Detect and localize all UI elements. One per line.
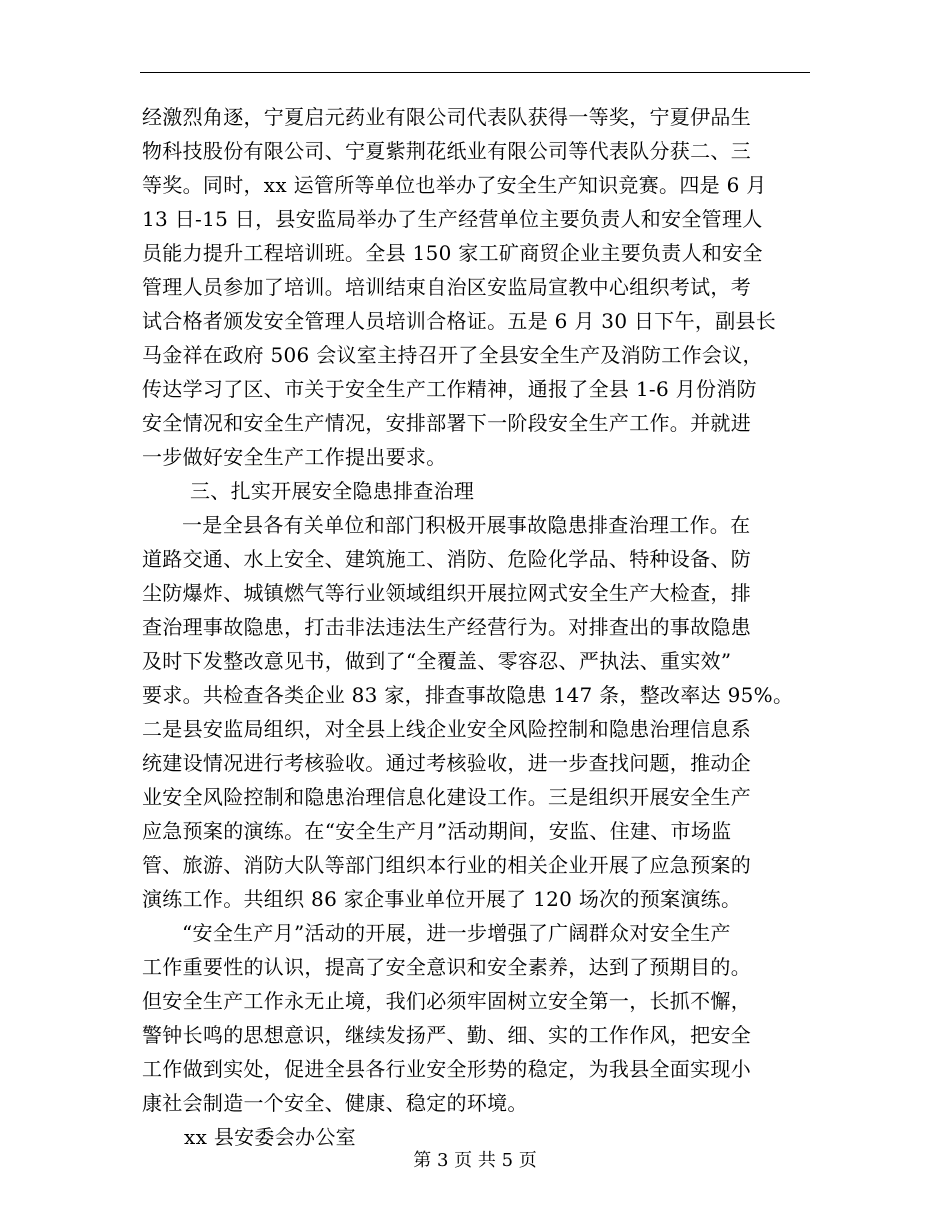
text-line: 二是县安监局组织，对全县上线企业安全风险控制和隐患治理信息系: [142, 717, 751, 741]
text-line: 马金祥在政府 506 会议室主持召开了全县安全生产及消防工作会议，: [142, 343, 763, 367]
text-line: 13 日-15 日，县安监局举办了生产经营单位主要负责人和安全管理人: [142, 207, 763, 231]
text-line: 道路交通、水上安全、建筑施工、消防、危险化学品、特种设备、防: [142, 547, 751, 571]
text-line: 演练工作。共组织 86 家企事业单位开展了 120 场次的预案演练。: [142, 887, 742, 911]
text-line: 统建设情况进行考核验收。通过考核验收，进一步查找问题，推动企: [142, 751, 751, 775]
text-line: 康社会制造一个安全、健康、稳定的环境。: [142, 1091, 528, 1115]
document-body: [142, 100, 812, 1154]
text-line: 一是全县各有关单位和部门积极开展事故隐患排查治理工作。在: [182, 513, 751, 537]
text-line: 物科技股份有限公司、宁夏紫荆花纸业有限公司等代表队分获二、三: [142, 139, 751, 163]
text-line: 工作重要性的认识，提高了安全意识和安全素养，达到了预期目的。: [142, 955, 751, 979]
text-line: 员能力提升工程培训班。全县 150 家工矿商贸企业主要负责人和安全: [142, 241, 763, 265]
text-line: 工作做到实处，促进全县各行业安全形势的稳定，为我县全面实现小: [142, 1057, 751, 1081]
text-line: “安全生产月”活动的开展，进一步增强了广阔群众对安全生产: [182, 921, 731, 945]
text-line: 应急预案的演练。在“安全生产月”活动期间，安监、住建、市场监: [142, 819, 732, 843]
text-line: 管、旅游、消防大队等部门组织本行业的相关企业开展了应急预案的: [142, 853, 751, 877]
text-line: 但安全生产工作永无止境，我们必须牢固树立安全第一，长抓不懈，: [142, 989, 751, 1013]
header-rule: [140, 72, 810, 73]
text-line: 业安全风险控制和隐患治理信息化建设工作。三是组织开展安全生产: [142, 785, 751, 809]
page-footer: 第 3 页 共 5 页: [413, 1150, 537, 1171]
text-line: 要求。共检查各类企业 83 家，排查事故隐患 147 条，整改率达 95%。: [142, 683, 794, 707]
signature-line: xx 县安委会办公室: [184, 1125, 356, 1149]
text-line: 试合格者颁发安全管理人员培训合格证。五是 6 月 30 日下午，副县长: [142, 309, 777, 333]
text-line: 等奖。同时，xx 运管所等单位也举办了安全生产知识竞赛。四是 6 月: [142, 173, 767, 197]
text-line: 一步做好安全生产工作提出要求。: [142, 445, 447, 469]
text-line: 传达学习了区、市关于安全生产工作精神，通报了全县 1-6 月份消防: [142, 377, 757, 401]
text-line: 警钟长鸣的思想意识，继续发扬严、勤、细、实的工作作风，把安全: [142, 1023, 751, 1047]
text-line: 及时下发整改意见书，做到了“全覆盖、零容忍、严执法、重实效”: [142, 649, 732, 673]
text-line: 尘防爆炸、城镇燃气等行业领域组织开展拉网式安全生产大检查，排: [142, 581, 751, 605]
section-heading: 三、扎实开展安全隐患排查治理: [190, 479, 475, 503]
text-line: 安全情况和安全生产情况，安排部署下一阶段安全生产工作。并就进: [142, 411, 751, 435]
text-line: 经激烈角逐，宁夏启元药业有限公司代表队获得一等奖，宁夏伊品生: [142, 105, 751, 129]
text-line: 管理人员参加了培训。培训结束自治区安监局宣教中心组织考试，考: [142, 275, 751, 299]
text-line: 查治理事故隐患，打击非法违法生产经营行为。对排查出的事故隐患: [142, 615, 751, 639]
